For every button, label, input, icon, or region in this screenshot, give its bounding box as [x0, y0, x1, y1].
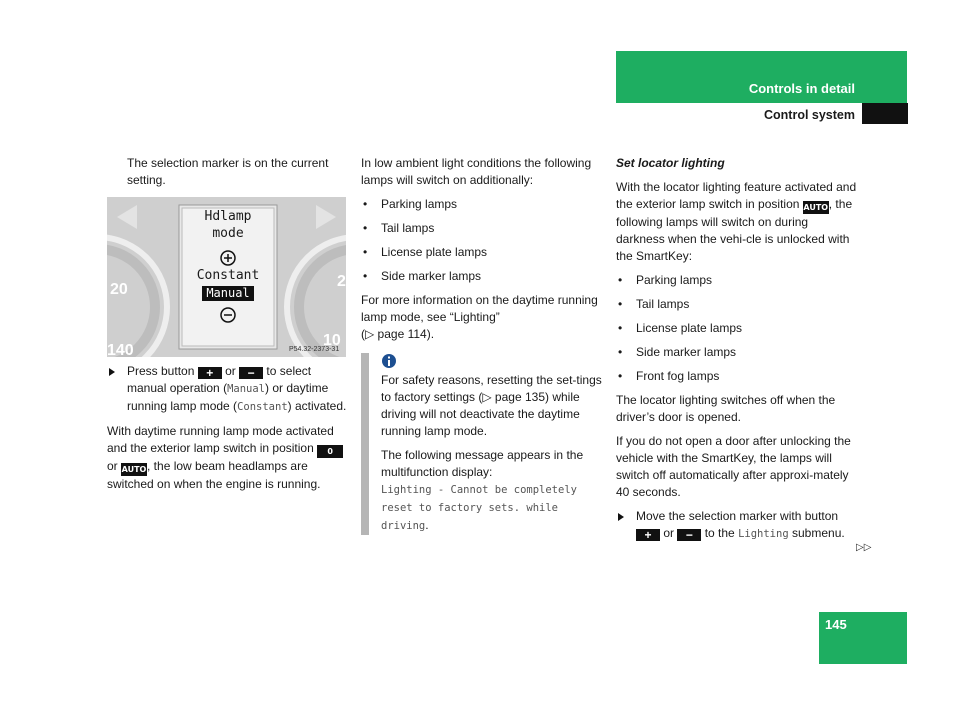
- intro-text: The selection marker is on the current setting.: [127, 156, 329, 187]
- note-side-bar: [361, 353, 369, 535]
- continue-mark: ▷▷: [856, 542, 872, 553]
- subsection-black-tab: [862, 103, 908, 124]
- info-note: [361, 353, 603, 535]
- figure-code: P54.32-2373-31: [289, 346, 340, 353]
- info-icon: [381, 353, 397, 369]
- instruction-step: Move the selection marker with button + or − to the Lighting submenu.: [616, 508, 858, 543]
- daytime-running-paragraph: With daytime running lamp mode activated and the exterior lamp switch in position 0 or AUTO, the low beam headlamps are switched on when the engine is running.: [107, 423, 347, 493]
- note-text-2: The following message appears in the multifunction display: Lighting - Cannot be completely reset to factory sets. while driving.: [381, 448, 584, 532]
- list-item: • Tail lamps: [616, 296, 858, 313]
- display-selected-line: [202, 286, 254, 301]
- mono-manual: Manual: [227, 383, 265, 395]
- page-number: 145: [825, 617, 847, 632]
- display-message: Lighting - Cannot be completely reset to factory sets. while driving: [381, 484, 577, 532]
- list-item: • Side marker lamps: [361, 268, 603, 285]
- lamp-list: [361, 196, 603, 285]
- section-header-bar: [616, 51, 907, 103]
- locator-lamp-list: [616, 272, 858, 385]
- list-item: • Tail lamps: [361, 220, 603, 237]
- plus-button-icon: +: [198, 367, 222, 379]
- display-line-2: mode: [212, 226, 244, 241]
- minus-button-icon: −: [239, 367, 263, 379]
- mono-constant: Constant: [237, 401, 288, 413]
- switch-zero-icon: 0: [317, 445, 343, 458]
- gauge-label-20: 20: [110, 281, 128, 298]
- more-info-paragraph: For more information on the daytime running lamp mode, see “Lighting” (▷ page 114).: [361, 293, 598, 341]
- note-text-1: For safety reasons, resetting the set-tings to factory settings (▷ page 135) while driving will not deactivate the daytime running lamp mode.: [381, 373, 602, 438]
- display-line-4: Manual: [206, 286, 250, 300]
- section-title: Controls in detail: [748, 81, 855, 96]
- minus-button-icon: −: [677, 529, 701, 541]
- column-1: [107, 155, 347, 500]
- instruction-step: Press button + or − to select manual operation (Manual) or daytime running lamp mode (Constant) activated.: [107, 363, 347, 416]
- step-arrow-icon: [109, 368, 115, 376]
- low-light-intro: In low ambient light conditions the following lamps will switch on additionally:: [361, 156, 592, 187]
- list-item: • Side marker lamps: [616, 344, 858, 361]
- gauge-label-10: 10: [323, 332, 341, 349]
- list-item: • License plate lamps: [616, 320, 858, 337]
- list-item: • License plate lamps: [361, 244, 603, 261]
- page-number-box: [819, 612, 907, 664]
- column-2: [361, 155, 603, 542]
- section-heading: Set locator lighting: [616, 156, 725, 170]
- gauge-label-2: 2: [337, 273, 346, 290]
- locator-paragraph-1: With the locator lighting feature activated and the exterior lamp switch in position AUTO, the following lamps will switch on during darkness when the vehi-cle is unlocked with the SmartKey:: [616, 180, 857, 263]
- display-line-1: Hdlamp: [204, 209, 252, 224]
- list-item: • Front fog lamps: [616, 368, 858, 385]
- instrument-cluster-figure: [107, 197, 346, 357]
- switch-auto-icon: AUTO: [803, 203, 829, 212]
- display-line-3: Constant: [196, 268, 260, 283]
- column-3: [616, 155, 858, 550]
- mono-lighting: Lighting: [738, 528, 789, 540]
- step-arrow-icon: [618, 513, 624, 521]
- list-item: • Parking lamps: [616, 272, 858, 289]
- list-item: • Parking lamps: [361, 196, 603, 213]
- locator-paragraph-3: If you do not open a door after unlocking the vehicle with the SmartKey, the lamps will switch off automatically after approxi-mately 40 seconds.: [616, 434, 851, 499]
- locator-paragraph-2: The locator lighting switches off when the driver’s door is opened.: [616, 393, 836, 424]
- switch-auto-icon: AUTO: [121, 465, 147, 474]
- gauge-label-140: 140: [107, 342, 134, 357]
- subsection-title: Control system: [764, 108, 855, 122]
- plus-button-icon: +: [636, 529, 660, 541]
